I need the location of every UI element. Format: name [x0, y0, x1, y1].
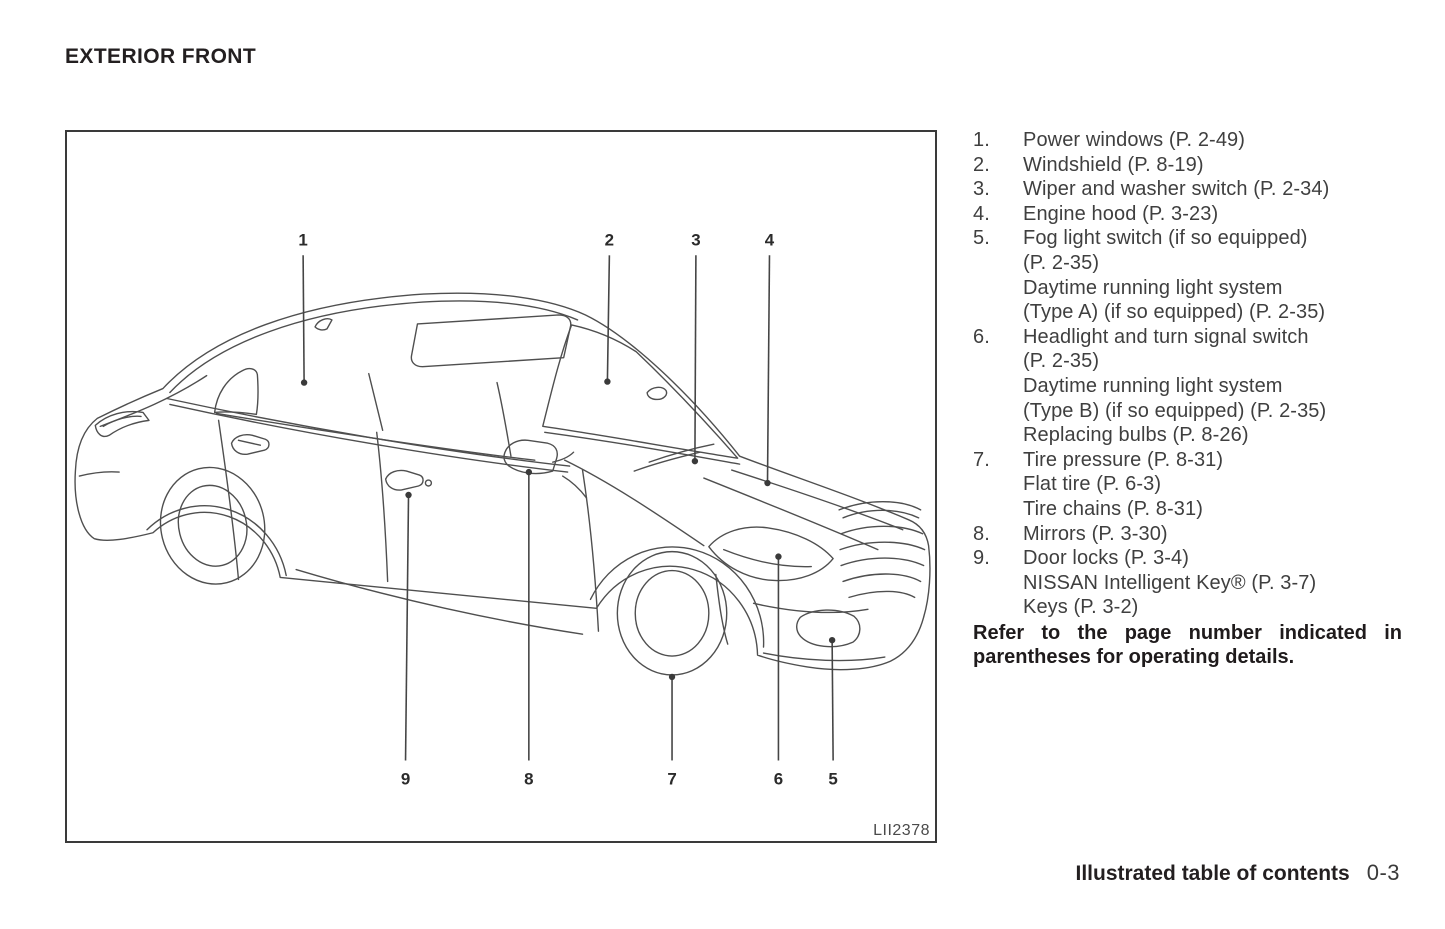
headlight-inner-line [724, 550, 812, 567]
legend-item-line: Tire pressure (P. 8-31) [1023, 448, 1224, 471]
front-rim [635, 571, 709, 657]
door-corner-line [563, 476, 587, 498]
legend-item [973, 128, 1403, 153]
legend-list [973, 128, 1403, 620]
car-body-outline [75, 293, 930, 670]
legend-item-line: (Type A) (if so equipped) (P. 2-35) [1023, 301, 1326, 324]
legend-item [973, 153, 1403, 178]
legend-item-number: 6. [973, 325, 990, 348]
b-pillar-seam [377, 432, 388, 581]
legend-item-line: Replacing bulbs (P. 8-26) [1023, 424, 1249, 447]
rear-rim [170, 478, 255, 573]
callout-dot-7 [669, 674, 675, 680]
legend-item-line: Power windows (P. 2-49) [1023, 129, 1246, 151]
rocker-crease [296, 570, 582, 635]
legend-item-line: Flat tire (P. 6-3) [1023, 473, 1162, 496]
legend-item [973, 226, 1403, 324]
fog-light [797, 610, 860, 647]
windshield [543, 325, 738, 458]
legend-item-number: 2. [973, 153, 990, 176]
grille-slat-2 [841, 526, 923, 533]
rear-door-handle-line [238, 440, 260, 445]
far-mirror [647, 387, 666, 399]
callout-dot-2 [604, 378, 610, 384]
legend-item-line: Mirrors (P. 3-30) [1023, 522, 1168, 545]
sunroof [411, 315, 570, 367]
fender-top-line [565, 460, 704, 546]
footer-section-label: Illustrated table of contents [1075, 862, 1350, 885]
legend-item-line: Fog light switch (if so equipped) [1023, 227, 1308, 250]
legend-item-number: 1. [973, 129, 990, 151]
page-footer [1076, 860, 1401, 886]
legend-note: Refer to the page number indicated in parentheses for operating details. [973, 622, 1402, 668]
callout-dot-1 [301, 379, 307, 385]
legend-item [973, 522, 1403, 547]
hood-crease-2 [704, 478, 878, 550]
legend-item-line: Engine hood (P. 3-23) [1023, 202, 1219, 225]
callout-number-4: 4 [764, 230, 775, 250]
legend-item-line: Tire chains (P. 8-31) [1023, 497, 1203, 520]
callout-number-6: 6 [773, 769, 784, 789]
callout-number-7: 7 [667, 769, 677, 789]
callout-dot-6 [775, 553, 781, 559]
callout-line-9 [406, 495, 409, 761]
callout-dot-9 [405, 492, 411, 498]
bumper-lower-line [764, 653, 885, 660]
callout-dot-5 [829, 637, 835, 643]
legend-item-line: (P. 2-35) [1023, 350, 1100, 373]
legend-item-line: (P. 2-35) [1023, 251, 1100, 274]
cowl-line [545, 432, 740, 464]
callout-dot-3 [692, 458, 698, 464]
legend-item-line: Headlight and turn signal switch [1023, 325, 1309, 348]
trunk-line [100, 376, 206, 427]
figure-box [65, 130, 937, 843]
roof-antenna [315, 319, 332, 330]
grille-slat-4 [841, 558, 924, 565]
door-keyhole [425, 480, 431, 486]
legend-item-line: (Type B) (if so equipped) (P. 2-35) [1023, 399, 1327, 422]
wiper-blade-2 [634, 452, 700, 471]
callout-line-1 [303, 255, 304, 382]
quarter-window [215, 369, 258, 415]
footer-page-number: 0-3 [1366, 860, 1400, 885]
legend-item-line: Wiper and washer switch (P. 2-34) [1023, 178, 1330, 201]
rear-door-seam [219, 420, 239, 579]
front-window-edge [497, 383, 511, 457]
legend-item [973, 177, 1403, 202]
legend-item [973, 325, 1403, 448]
callout-number-2: 2 [604, 230, 615, 250]
callout-dot-8 [526, 469, 532, 475]
front-wheel-arch-lip [590, 547, 763, 647]
figure-code: LII2378 [873, 822, 930, 839]
legend-item-line: NISSAN Intelligent Key® (P. 3-7) [1023, 571, 1317, 594]
legend-item-number: 9. [973, 547, 990, 570]
callout-layer [298, 230, 837, 788]
callout-line-4 [767, 255, 769, 483]
callout-line-3 [695, 255, 696, 461]
legend-item-number: 4. [973, 202, 990, 225]
legend-item-number: 8. [973, 522, 990, 545]
legend-item [973, 448, 1403, 522]
callout-dot-4 [764, 480, 770, 486]
front-door-handle [386, 470, 423, 490]
car-line-art [75, 293, 930, 675]
rear-bumper-crease [79, 472, 119, 476]
car-diagram [67, 132, 935, 841]
callout-number-8: 8 [524, 769, 534, 789]
legend-item [973, 202, 1403, 227]
bumper-crease [754, 603, 868, 612]
legend-item-number: 3. [973, 178, 990, 201]
rear-wheel-arch-lip [147, 506, 286, 576]
legend-item-line: Keys (P. 3-2) [1023, 596, 1139, 619]
legend-item-line: Daytime running light system [1023, 374, 1283, 397]
headlight [709, 527, 833, 580]
callout-number-1: 1 [298, 230, 308, 250]
beltline-upper [167, 398, 570, 466]
grille-slat-5 [843, 574, 921, 581]
legend-item [973, 546, 1403, 620]
grille-bottom-edge [849, 591, 915, 597]
b-pillar [369, 374, 383, 431]
callout-number-5: 5 [828, 769, 838, 789]
callout-line-5 [832, 640, 833, 760]
callout-number-9: 9 [400, 769, 411, 789]
taillight-inner-line [103, 416, 141, 426]
page-title: EXTERIOR FRONT [65, 45, 257, 68]
legend-item-line: Windshield (P. 8-19) [1023, 153, 1204, 176]
grille-slat-3 [840, 542, 925, 549]
callout-line-2 [607, 255, 609, 381]
legend-item-line: Daytime running light system [1023, 276, 1283, 299]
legend-item-line: Door locks (P. 3-4) [1023, 547, 1190, 570]
legend-item-number: 5. [973, 227, 990, 250]
callout-number-3: 3 [691, 230, 701, 250]
rear-door-handle [232, 435, 269, 455]
glass-bottom-edge [217, 413, 535, 460]
legend-item-number: 7. [973, 448, 990, 471]
